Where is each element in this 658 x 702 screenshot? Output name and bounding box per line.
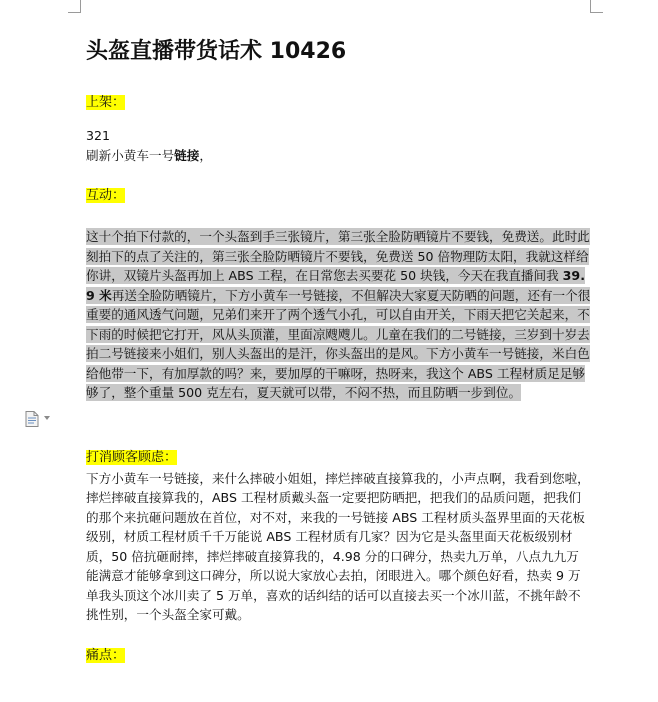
interact-price-bold: 39.9 米 <box>86 268 585 303</box>
dropdown-arrow-icon[interactable] <box>44 416 50 420</box>
document-icon[interactable] <box>25 411 39 427</box>
shelf-line-1: 321 <box>86 128 111 143</box>
shelf-line-2-part-a: 刷新小黄车一号 <box>86 147 175 163</box>
section-heading-pain: 痛点： <box>86 647 126 663</box>
interact-text-2: 再送全脸防晒镜片，下方小黄车一号链接，不但解决大家夏天防晒的问题，还有一个很重要的通风透气问题，兄弟们来开了两个透气小孔，可以自由开关，下雨天把它关起来，不下雨的时候把它打开，风从头顶灌，里面凉飕飕儿。儿童在我们的二号链接，三岁到十岁去拍二号链接来小姐们，别人头盔出的是汗，你头盔出的是风。下方小黄车一号链接，米白色给他带一下，有加厚款的吗？来，要加厚的干嘛呀，热呀来，我这个 ABS 工程材质足足够够了，整个重量 500 克左右，夏天就可以带，不闷不热，而且防晒一步到位。 <box>86 287 591 400</box>
interact-text-1: 这十个拍下付款的，一个头盔到手三张镜片，第三张全脸防晒镜片不要钱，免费送。此时此刻拍下的点了关注的，第三张全脸防晒镜片不要钱，免费送 50 倍物理防太阳，我就这样给你讲，双镜片头盔再加上 ABS 工程，在日常您去买要花 50 块钱，今天在我直播间我 <box>86 229 590 283</box>
document-title: 头盔直播带货话术 10426 <box>86 39 347 64</box>
page-corner-mark-left <box>68 0 81 13</box>
shelf-line-2-bold: 链接 <box>174 147 200 163</box>
section-heading-interact: 互动： <box>86 188 126 203</box>
interact-paragraph <box>86 227 591 403</box>
document-page <box>86 32 591 667</box>
section-heading-shelf: 上架： <box>86 95 126 110</box>
shelf-line-2 <box>86 146 591 166</box>
section-heading-concern: 打消顾客顾虑： <box>86 449 178 465</box>
concern-paragraph: 下方小黄车一号链接，来什么摔破小姐姐，摔烂摔破直接算我的，小声点啊，我看到您啦，摔烂摔破直接算我的，ABS 工程材质戴头盔一定要把防晒把，把我们的品质问题，把我们的那个来抗砸问题放在首位，对不对，来我的一号链接 ABS 工程材质头盔界里面的天花板级别，材质工程材质千千万能说 ABS 工程材质有几家？因为它是头盔里面天花板级别材质，50 倍抗砸耐摔，摔烂摔破直接算我的，4.98 分的口碑分，热卖九万单，八点九九万能满意才能够拿到这口碑分，所以说大家放心去拍，闭眼进入。哪个颜色好看，热卖 9 万单我头顶这个冰川卖了 5 万单，喜欢的话纠结的话可以直接去买一个冰川蓝，不挑年龄不挑性别，一个头盔全家可戴。 <box>86 470 590 622</box>
shelf-line-2-part-c: ， <box>199 147 212 163</box>
page-corner-mark-right <box>590 0 603 13</box>
